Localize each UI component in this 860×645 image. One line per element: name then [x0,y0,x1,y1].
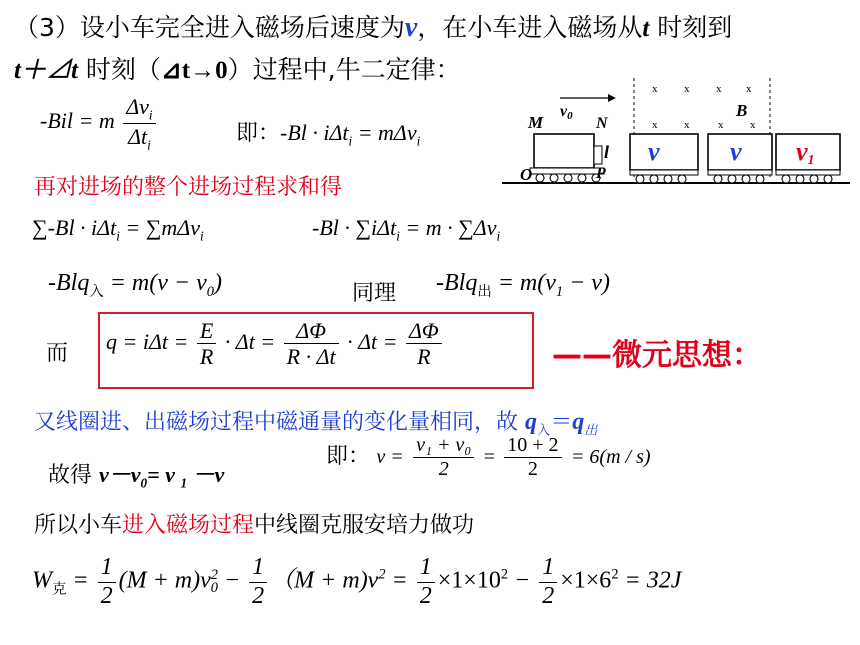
car-label-v1-v: v [796,137,808,166]
magnetic-field-diagram [500,72,852,190]
cart-base-initial [530,168,604,174]
time-t-plus-dt: t＋⊿t [14,57,78,84]
eq5-w-sub: 克 [52,581,67,598]
result2-fraction-1 [413,434,474,481]
car-label-v-2: v [730,137,742,166]
flux-note-q-out-sub: 出 [584,423,598,439]
label-n: N [596,115,608,132]
equation-charge-formula [106,318,445,370]
eq5-t3: ×1×10 [437,567,501,594]
eq4-fraction-1 [197,318,216,370]
cart-base-exited [776,170,840,175]
car-label-v: v [648,137,660,166]
eq5-half-den: 2 [100,582,113,609]
eq5-half-den-4: 2 [542,582,555,609]
equation-sum-right [312,215,500,244]
wheels-inside [714,175,764,183]
eq1b-rhs-sub: i [416,133,421,149]
equation-charge-out [436,270,610,301]
eq2-left-rhs: = ∑mΔv [119,215,200,240]
eq5-half-1 [98,554,116,610]
equation-charge-in [48,270,222,301]
eq3-rhs2-sub: 1 [555,283,564,300]
dt-limit: ⊿t→0 [160,57,228,84]
eq5-half-den-2: 2 [252,582,265,609]
flux-note-q-in-sub: 入 [537,423,551,439]
eq2-right-rhs-sub: i [496,228,501,244]
line-2-text-2: ）过程中,牛二定律： [227,55,461,84]
label-p: P [596,165,606,182]
field-x: x [746,83,752,95]
equation-newton-rewrite [236,116,420,149]
eq1-lhs: -Bil = m [40,108,115,134]
label-o: O [520,165,533,184]
eq4-mid2: · Δt = [347,328,398,354]
eq5-half-num-4: 1 [539,554,557,583]
eq5-half-num-3: 1 [417,554,435,583]
field-x: x [652,83,658,95]
eq5-t4-sup: 2 [611,566,619,583]
result2-f1n: v₁ + v₀ [413,434,474,458]
wheels-exited [782,175,832,183]
eq5-t1: (M + m)v [118,567,211,594]
result2-eq: = [483,446,495,468]
eq5-half-2 [249,554,267,610]
eq5-eq: = [72,567,89,594]
flux-note-q-out: q [572,409,585,435]
result1-sub1: 1 [180,475,188,491]
eq1-den-sub: i [147,136,151,152]
velocity-v: v [404,12,418,43]
field-x: x [716,83,722,95]
result2-prefix: 即： [326,444,371,469]
eq5-t2-sup: 2 [378,566,386,583]
flux-note-text: 又线圈进、出磁场过程中磁通量的变化量相同，故 [34,410,525,435]
line-1 [14,8,732,44]
eq4-f1n: E [197,318,216,344]
work-note-a: 所以小车 [34,513,123,538]
eq4-q: q = iΔt = [106,328,189,354]
work-note-c: 中线圈克服安培力做功 [254,513,475,538]
micro-element-title: ——微元思想： [552,338,762,373]
result-velocity [326,434,651,481]
v0-label [560,103,573,122]
wheels-entering [636,175,686,183]
eq5-eq-2: = [391,567,408,594]
eq3-lhs: -Blq [48,270,90,296]
result2-f1d: 2 [438,458,449,480]
equation-sum-left [32,215,204,244]
flux-note-q-in: q [525,409,537,435]
eq5-t2: （M + m)v [270,567,379,594]
label-m: M [528,113,544,132]
coil-initial [594,146,602,164]
result2-f2n: 10 + 2 [504,434,561,458]
line-1-text: （3）设小车完全进入磁场后速度为 [14,13,405,42]
eq3-rhs-sub: 0 [206,283,214,300]
eq2-left-rhs-sub: i [199,228,204,244]
car-label-v1-sub: 1 [807,153,815,168]
line-1-text-3: 时刻到 [649,13,733,42]
result2-rhs: = 6(m / s) [570,446,651,468]
cart-base-entering [630,170,698,175]
eq5-minus-2: − [514,567,531,594]
er-label: 而 [46,341,69,366]
label-l: l [604,142,610,162]
result-relation [48,458,224,491]
eq5-half-num: 1 [98,554,116,583]
equation-newton [40,94,159,152]
eq4-f2d: R · Δt [286,344,336,370]
v0-label-sub: 0 [567,110,573,122]
field-x: x [652,119,658,131]
eq4-fraction-3 [406,318,442,370]
eq1b-expr: -Bl · iΔt [280,120,349,145]
wheels-initial [536,174,600,182]
eq1-num-sub: i [148,107,153,123]
result1-sub0: 0 [140,475,148,491]
eq5-w: W [32,567,52,594]
eq2-right-sub: i [396,228,400,244]
cart-entering [630,134,698,170]
sum-note: 再对进场的整个进场过程求和得 [34,175,343,200]
eq4-f3n: ΔΦ [406,318,442,344]
eq5-half-3 [417,554,435,610]
eq1-fraction [123,94,155,152]
field-x: x [718,119,724,131]
eq2-right: -Bl · ∑iΔt [312,215,397,240]
line-2 [14,50,461,86]
line-1-text-2: ，在小车进入磁场从 [417,13,643,42]
eq2-left-sub: i [116,228,120,244]
v0-label-v: v [560,103,568,120]
eq3-rhs2-end: − v) [563,270,610,296]
eq3-rhs: = m(v − v [103,270,207,296]
field-x: x [684,83,690,95]
eq3-lhs-sub: 入 [89,283,104,300]
result1-end: －v [187,462,225,487]
flux-note-eq: ＝ [550,410,573,435]
equation-work [32,554,681,610]
work-note [34,508,474,539]
eq3-rhs2: = m(v [491,270,556,296]
eq3-rhs-end: ) [213,270,222,296]
eq2-right-rhs: = m · ∑Δv [399,215,497,240]
eq1-num: Δv [126,94,149,119]
result2-lhs: v = [376,446,404,468]
eq5-t4: ×1×6 [560,567,612,594]
eq1b-sub: i [348,133,353,149]
result1-prefix: 故得 [48,463,99,488]
eq5-result: = 32J [624,567,682,594]
eq4-mid1: · Δt = [224,328,276,354]
line-2-text: 时刻（ [77,55,161,84]
eq1b-rhs: = mΔv [352,120,417,145]
eq4-f3d: R [417,344,431,370]
eq2-left: ∑-Bl · iΔt [32,215,117,240]
v0-arrow-head [608,94,616,102]
eq5-t3-sup: 2 [500,566,509,583]
field-label-b: B [736,101,748,120]
eq3-lhs2: -Blq [436,270,478,296]
cart-base-inside [708,170,772,175]
field-x: x [684,119,690,131]
eq3-lhs2-sub: 出 [477,283,492,300]
work-note-b: 进入磁场过程 [122,513,255,538]
result1-mid: = v [147,462,181,487]
eq5-half-4 [539,554,557,610]
result2-f2d: 2 [527,458,538,480]
eq4-f1d: R [199,344,214,370]
eq5-minus: − [223,567,241,594]
result2-fraction-2 [504,434,561,481]
eq5-t1-sup: 2 [210,566,218,583]
eq1b-prefix: 即： [236,121,281,146]
eq5-t1-sub: 0 [210,579,218,596]
tongli-label: 同理 [352,281,397,306]
time-t: t [642,15,650,42]
eq1-den: Δt [128,123,148,149]
result1-expr: v－v [99,462,141,487]
eq4-f2n: ΔΦ [284,318,339,344]
eq5-half-num-2: 1 [249,554,267,583]
field-x: x [750,119,756,131]
eq4-fraction-2 [284,318,339,370]
cart-initial [534,134,594,168]
eq5-half-den-3: 2 [419,582,432,609]
